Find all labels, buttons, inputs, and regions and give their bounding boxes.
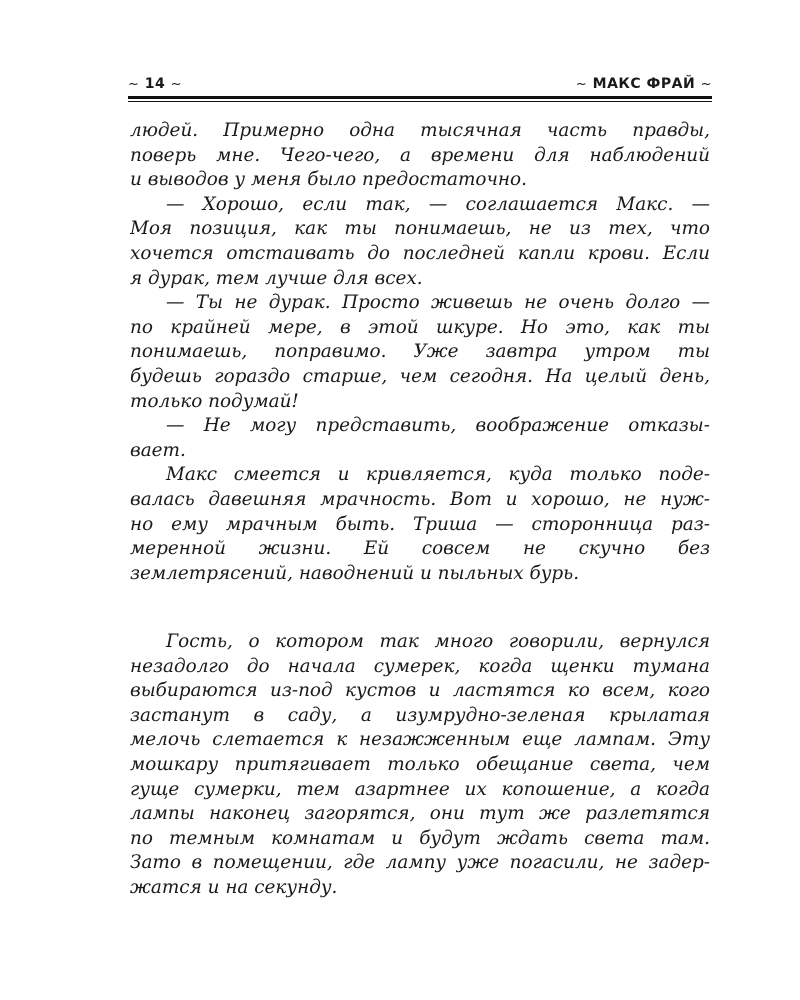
text-line: гуще сумерки, тем азартнее их копошение, а когда (130, 778, 710, 800)
text-line: валась давешняя мрачность. Вот и хорошо, не нуж- (130, 488, 710, 510)
header-rule-thick (128, 96, 712, 99)
text-block-narrative (130, 630, 710, 901)
text-line: и выводов у меня было предостаточно. (130, 169, 527, 191)
text-line: понимаешь, поправимо. Уже завтра утром ты (130, 341, 710, 363)
text-line: землетрясений, наводнений и пыльных бурь. (130, 562, 580, 584)
text-line: застанут в саду, а изумрудно-зеленая крылатая (130, 704, 710, 726)
text-line: Зато в помещении, где лампу уже погасили, не задер- (130, 852, 710, 874)
text-line: выбираются из-под кустов и ластятся ко всем, кого (130, 680, 710, 702)
text-line: — Не могу представить, воображение отказы- (166, 415, 710, 437)
text-line: я дурак, тем лучше для всех. (130, 267, 423, 289)
text-line: мелочь слетается к незажженным еще лампам. Эту (130, 729, 710, 751)
text-line: мошкару притягивает только обещание света, чем (130, 753, 710, 775)
text-line: хочется отстаивать до последней капли крови. Если (130, 242, 710, 264)
text-line: жатся и на секунду. (130, 876, 338, 898)
text-line: Моя позиция, как ты понимаешь, не из тех, что (130, 218, 710, 240)
text-line: — Хорошо, если так, — соглашается Макс. — (166, 193, 710, 215)
author-name: МАКС ФРАЙ (592, 76, 696, 92)
ornament-tilde-left: ~ (575, 77, 588, 92)
page-number: 14 (144, 76, 166, 92)
page-number-header (128, 76, 182, 92)
text-line: Гость, о котором так много говорили, вернулся (166, 631, 710, 652)
text-line: меренной жизни. Ей совсем не скучно без (130, 538, 710, 560)
text-line: незадолго до начала сумерек, когда щенки тумана (130, 655, 710, 677)
header-rule-thin (128, 101, 712, 102)
ornament-tilde-right: ~ (170, 77, 183, 92)
running-head (128, 72, 712, 94)
text-line: будешь гораздо старше, чем сегодня. На целый день, (130, 365, 710, 387)
text-line: — Ты не дурак. Просто живешь не очень долго — (166, 292, 710, 314)
text-line: поверь мне. Чего-чего, а времени для наблюдений (130, 144, 710, 166)
text-line: людей. Примерно одна тысячная часть правды, (130, 120, 710, 141)
author-header (576, 76, 712, 92)
ornament-tilde-left: ~ (128, 77, 140, 92)
text-line: по крайней мере, в этой шкуре. Но это, как ты (130, 316, 710, 338)
text-line: только подумай! (130, 390, 299, 412)
text-line: по темным комнатам и будут ждать света там. (130, 827, 710, 849)
ornament-tilde-right: ~ (700, 77, 712, 92)
text-line: Макс смеется и кривляется, куда только поде- (166, 464, 710, 486)
text-block-dialogue (130, 119, 710, 586)
text-line: лампы наконец загорятся, они тут же разлетятся (130, 803, 710, 825)
text-line: вает. (130, 439, 186, 461)
text-line: но ему мрачным быть. Триша — сторонница раз- (130, 513, 710, 535)
